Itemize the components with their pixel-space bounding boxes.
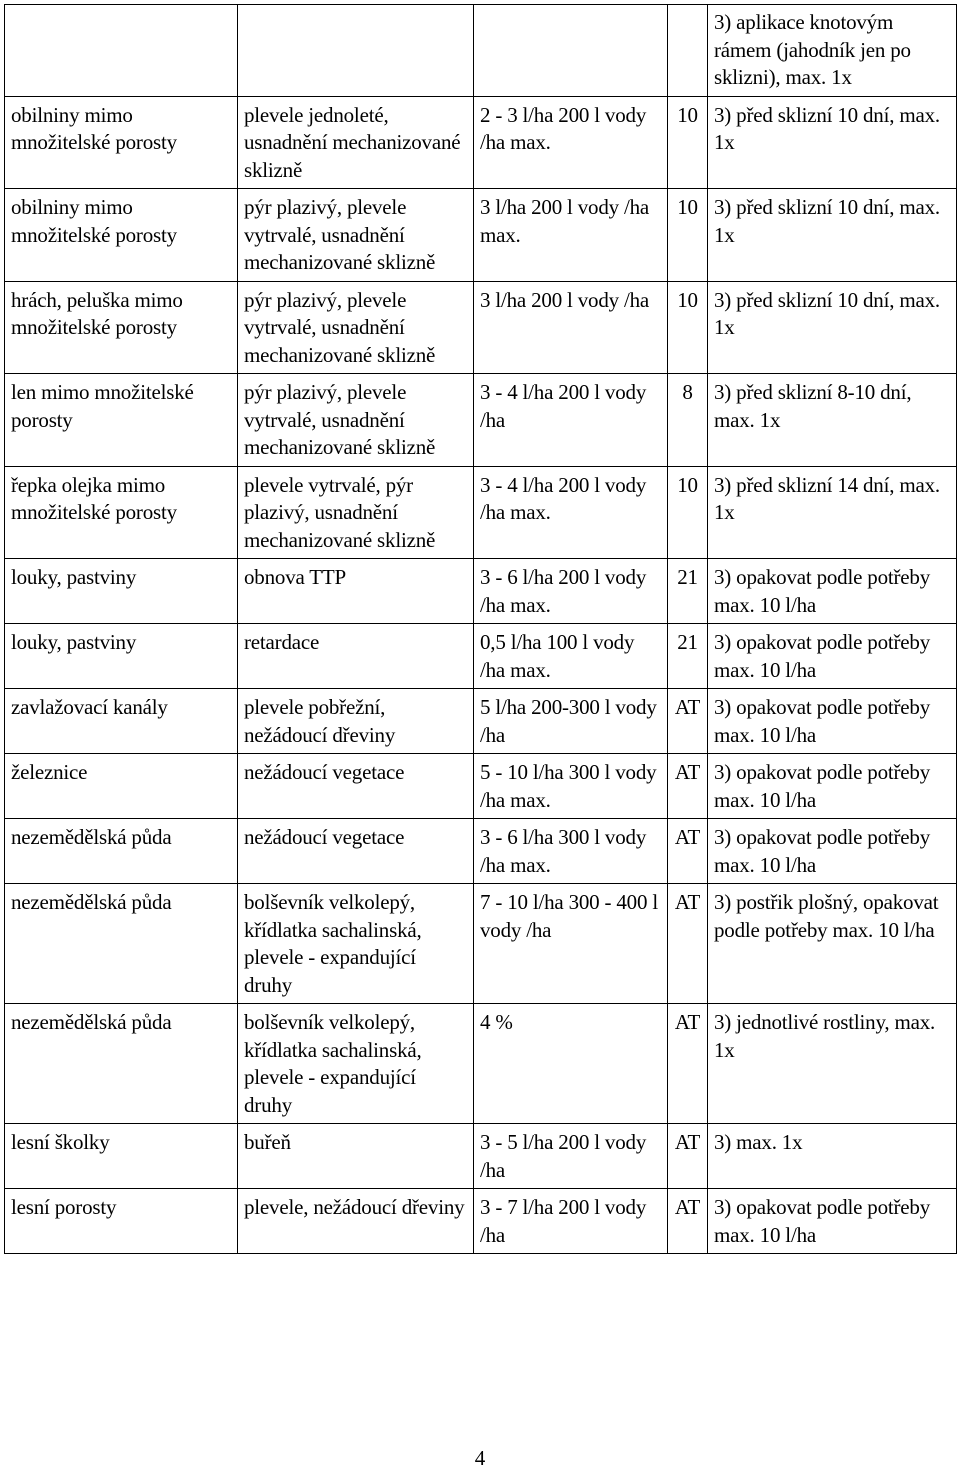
days-cell: 21 [668,559,708,624]
target-cell: nežádoucí vegetace [238,754,474,819]
note-cell: 3) před sklizní 10 dní, max. 1x [708,189,957,282]
target-cell: plevele jednoleté, usnadnění mechanizované sklizně [238,96,474,189]
note-cell: 3) aplikace knotovým rámem (jahodník jen po sklizni), max. 1x [708,5,957,97]
crop-cell: lesní porosty [5,1189,238,1254]
note-cell: 3) opakovat podle potřeby max. 10 l/ha [708,754,957,819]
days-cell: AT [668,689,708,754]
note-cell: 3) před sklizní 10 dní, max. 1x [708,96,957,189]
days-cell: 10 [668,466,708,559]
note-cell: 3) opakovat podle potřeby max. 10 l/ha [708,689,957,754]
table-row [5,624,957,689]
days-cell: 10 [668,281,708,374]
crop-cell: nezemědělská půda [5,819,238,884]
note-cell: 3) opakovat podle potřeby max. 10 l/ha [708,559,957,624]
target-cell: bolševník velkolepý, křídlatka sachalinská, plevele - expandující druhy [238,1004,474,1124]
days-cell-empty [668,5,708,97]
days-cell: AT [668,1124,708,1189]
target-cell: pýr plazivý, plevele vytrvalé, usnadnění mechanizované sklizně [238,281,474,374]
dose-cell: 5 - 10 l/ha 300 l vody /ha max. [474,754,668,819]
note-cell: 3) před sklizní 10 dní, max. 1x [708,281,957,374]
dose-cell: 4 % [474,1004,668,1124]
crop-cell: lesní školky [5,1124,238,1189]
days-cell: 8 [668,374,708,467]
page-number: 4 [474,1446,486,1470]
table-row [5,754,957,819]
target-cell: pýr plazivý, plevele vytrvalé, usnadnění mechanizované sklizně [238,189,474,282]
crop-cell-empty [5,5,238,97]
dose-cell: 3 - 4 l/ha 200 l vody /ha max. [474,466,668,559]
note-cell: 3) max. 1x [708,1124,957,1189]
target-cell: retardace [238,624,474,689]
days-cell: 10 [668,96,708,189]
days-cell: AT [668,754,708,819]
target-cell: nežádoucí vegetace [238,819,474,884]
crop-cell: zavlažovací kanály [5,689,238,754]
table-row [5,466,957,559]
days-cell: AT [668,1189,708,1254]
table-row [5,189,957,282]
crop-cell: řepka olejka mimo množitelské porosty [5,466,238,559]
note-cell: 3) opakovat podle potřeby max. 10 l/ha [708,1189,957,1254]
dose-cell: 2 - 3 l/ha 200 l vody /ha max. [474,96,668,189]
dose-cell: 3 l/ha 200 l vody /ha [474,281,668,374]
crop-cell: louky, pastviny [5,624,238,689]
table-row [5,1004,957,1124]
target-cell: pýr plazivý, plevele vytrvalé, usnadnění mechanizované sklizně [238,374,474,467]
dose-cell: 3 l/ha 200 l vody /ha max. [474,189,668,282]
dose-cell: 3 - 6 l/ha 200 l vody /ha max. [474,559,668,624]
target-cell: plevele vytrvalé, pýr plazivý, usnadnění mechanizované sklizně [238,466,474,559]
days-cell: AT [668,1004,708,1124]
table-row [5,374,957,467]
note-cell: 3) před sklizní 14 dní, max. 1x [708,466,957,559]
dose-cell-empty [474,5,668,97]
crop-cell: louky, pastviny [5,559,238,624]
table-row [5,281,957,374]
table-row [5,559,957,624]
dose-cell: 3 - 6 l/ha 300 l vody /ha max. [474,819,668,884]
days-cell: 21 [668,624,708,689]
days-cell: 10 [668,189,708,282]
days-cell: AT [668,819,708,884]
crop-cell: nezemědělská půda [5,1004,238,1124]
crop-cell: nezemědělská půda [5,884,238,1004]
table-row [5,1189,957,1254]
dose-cell: 3 - 7 l/ha 200 l vody /ha [474,1189,668,1254]
crop-cell: obilniny mimo množitelské porosty [5,189,238,282]
dose-cell: 3 - 5 l/ha 200 l vody /ha [474,1124,668,1189]
table-row [5,884,957,1004]
target-cell: plevele pobřežní, nežádoucí dřeviny [238,689,474,754]
target-cell: buřeň [238,1124,474,1189]
target-cell: plevele, nežádoucí dřeviny [238,1189,474,1254]
crop-cell: železnice [5,754,238,819]
table-row [5,96,957,189]
table-row [5,689,957,754]
dose-cell: 3 - 4 l/ha 200 l vody /ha [474,374,668,467]
crop-cell: hrách, peluška mimo množitelské porosty [5,281,238,374]
table-row [5,819,957,884]
target-cell: bolševník velkolepý, křídlatka sachalinská, plevele - expandující druhy [238,884,474,1004]
dose-cell: 5 l/ha 200-300 l vody /ha [474,689,668,754]
dose-cell: 7 - 10 l/ha 300 - 400 l vody /ha [474,884,668,1004]
note-cell: 3) opakovat podle potřeby max. 10 l/ha [708,819,957,884]
table-row [5,1124,957,1189]
herbicide-application-table [4,4,957,1254]
table-row-header-note [5,5,957,97]
note-cell: 3) postřik plošný, opakovat podle potřeby max. 10 l/ha [708,884,957,1004]
target-cell: obnova TTP [238,559,474,624]
note-cell: 3) jednotlivé rostliny, max. 1x [708,1004,957,1124]
target-cell-empty [238,5,474,97]
note-cell: 3) před sklizní 8-10 dní, max. 1x [708,374,957,467]
note-cell: 3) opakovat podle potřeby max. 10 l/ha [708,624,957,689]
days-cell: AT [668,884,708,1004]
crop-cell: obilniny mimo množitelské porosty [5,96,238,189]
crop-cell: len mimo množitelské porosty [5,374,238,467]
table-body [5,5,957,1254]
dose-cell: 0,5 l/ha 100 l vody /ha max. [474,624,668,689]
